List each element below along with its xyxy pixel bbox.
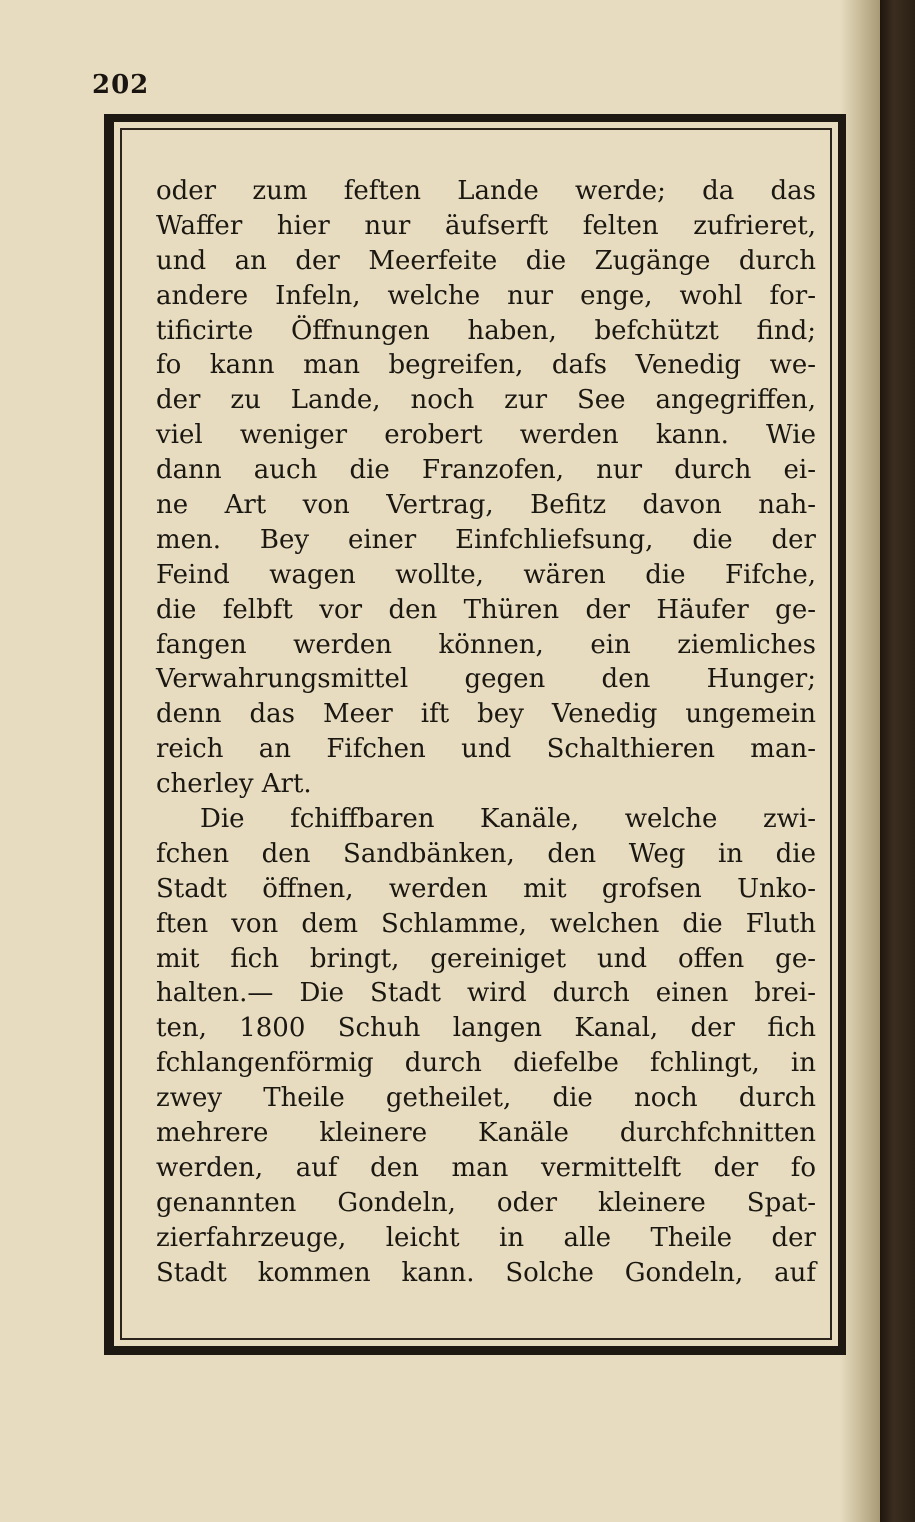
text-line: fangen werden können, ein ziemliches bbox=[156, 629, 816, 660]
text-line: ften von dem Schlamme, welchen die Fluth bbox=[156, 908, 816, 939]
body-text bbox=[156, 174, 816, 1291]
text-line: zwey Theile getheilet, die noch durch bbox=[156, 1083, 816, 1114]
text-line: oder zum feften Lande werde; da das bbox=[156, 176, 816, 206]
text-line: fo kann man begreifen, dafs Venedig we- bbox=[156, 350, 816, 381]
text-line: fchlangenförmig durch diefelbe fchlingt, in bbox=[156, 1048, 816, 1079]
text-line: werden, auf den man vermittelft der fo bbox=[156, 1152, 816, 1183]
book-edge bbox=[880, 0, 915, 1522]
text-line: zierfahrzeuge, leicht in alle Theile der bbox=[156, 1222, 816, 1253]
text-line: die felbft vor den Thüren der Häufer ge- bbox=[156, 594, 816, 625]
text-line: ten, 1800 Schuh langen Kanal, der fich bbox=[156, 1013, 816, 1044]
text-line: denn das Meer ift bey Venedig ungemein bbox=[156, 699, 816, 730]
text-line: mit fich bringt, gereiniget und offen ge- bbox=[156, 943, 816, 974]
text-line: andere Infeln, welche nur enge, wohl for- bbox=[156, 280, 816, 311]
text-line: Stadt öffnen, werden mit grofsen Unko- bbox=[156, 873, 816, 904]
text-line: reich an Fifchen und Schalthieren man- bbox=[156, 734, 816, 765]
page-gutter-shadow bbox=[840, 0, 880, 1522]
text-line: men. Bey einer Einfchliefsung, die der bbox=[156, 524, 816, 555]
text-line: Waffer hier nur äufserft felten zufrieret, bbox=[156, 210, 816, 241]
text-line: viel weniger erobert werden kann. Wie bbox=[156, 420, 816, 451]
text-line: Verwahrungsmittel gegen den Hunger; bbox=[156, 664, 816, 695]
text-line: Feind wagen wollte, wären die Fifche, bbox=[156, 559, 816, 590]
text-line: tificirte Öffnungen haben, befchützt find; bbox=[156, 315, 816, 346]
text-line: und an der Meerfeite die Zugänge durch bbox=[156, 245, 816, 276]
text-line: genannten Gondeln, oder kleinere Spat- bbox=[156, 1187, 816, 1218]
text-line: Stadt kommen kann. Solche Gondeln, auf bbox=[156, 1257, 816, 1288]
text-line-paragraph-end: cherley Art. bbox=[156, 769, 312, 800]
text-line-paragraph-start: Die fchiffbaren Kanäle, welche zwi- bbox=[200, 804, 816, 835]
text-line: ne Art von Vertrag, Befitz davon nah- bbox=[156, 490, 816, 521]
text-frame-border bbox=[104, 114, 846, 1355]
text-line: der zu Lande, noch zur See angegriffen, bbox=[156, 385, 816, 416]
text-line: fchen den Sandbänken, den Weg in die bbox=[156, 838, 816, 869]
text-line: mehrere kleinere Kanäle durchfchnitten bbox=[156, 1118, 816, 1149]
page-number: 202 bbox=[92, 70, 150, 100]
text-line: halten.— Die Stadt wird durch einen brei- bbox=[156, 978, 816, 1009]
text-line: dann auch die Franzofen, nur durch ei- bbox=[156, 455, 816, 486]
